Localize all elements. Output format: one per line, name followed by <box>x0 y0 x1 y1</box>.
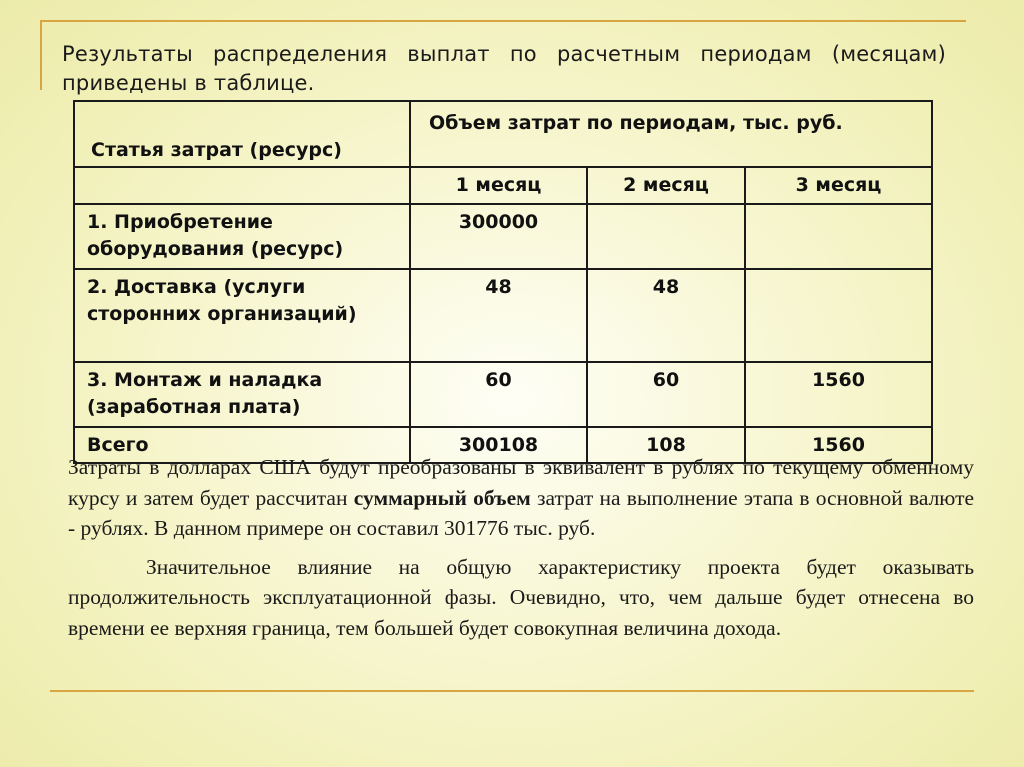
intro-text: Результаты распределения выплат по расчетным периодам (месяцам) приведены в таблице. <box>62 42 946 95</box>
body-text <box>68 452 974 643</box>
row-value: 60 <box>587 362 745 427</box>
header-month-1: 1 месяц <box>410 167 587 204</box>
table-header-row <box>74 101 932 167</box>
header-month-3: 3 месяц <box>745 167 932 204</box>
table-row <box>74 362 932 427</box>
table-row <box>74 269 932 362</box>
paragraph-conversion <box>68 452 974 544</box>
row-value: 48 <box>410 269 587 362</box>
total-value: 1560 <box>745 427 932 463</box>
row-value: 60 <box>410 362 587 427</box>
paragraph-conversion-end: затрат на выполнение этапа в основной валюте - рублях. В данном примере он составил 301776 тыс. руб. <box>68 485 975 540</box>
row-label: 2. Доставка (услуги сторонних организаций) <box>74 269 410 362</box>
row-value <box>745 269 932 362</box>
row-value <box>745 204 932 269</box>
total-label: Всего <box>74 427 410 463</box>
left-divider <box>40 20 42 90</box>
paragraph-operation-phase: Значительное влияние на общую характеристику проекта будет оказывать продолжительность эксплуатационной фазы. Очевидно, что, чем дальше будет отнесена во времени ее верхняя граница, тем большей будет совокупная величина дохода. <box>68 554 974 640</box>
header-month-2: 2 месяц <box>587 167 745 204</box>
paragraph-conversion-start: Затраты в долларах США будут преобразованы в эквивалент в рублях по текущему обменному курсу и затем будет рассчитан <box>68 455 974 510</box>
header-empty-cell <box>74 167 410 204</box>
table-row <box>74 204 932 269</box>
row-label: 3. Монтаж и наладка (заработная плата) <box>74 362 410 427</box>
total-volume-emphasis: суммарный объем <box>353 485 531 510</box>
cost-table <box>73 100 933 464</box>
header-volume: Объем затрат по периодам, тыс. руб. <box>410 101 932 167</box>
bottom-divider <box>50 690 974 692</box>
table-months-row <box>74 167 932 204</box>
top-divider <box>42 20 966 22</box>
row-value: 1560 <box>745 362 932 427</box>
total-value: 108 <box>587 427 745 463</box>
total-value: 300108 <box>410 427 587 463</box>
row-value <box>587 204 745 269</box>
header-resource: Статья затрат (ресурс) <box>74 101 410 167</box>
row-value: 300000 <box>410 204 587 269</box>
row-label: 1. Приобретение оборудования (ресурс) <box>74 204 410 269</box>
row-value: 48 <box>587 269 745 362</box>
